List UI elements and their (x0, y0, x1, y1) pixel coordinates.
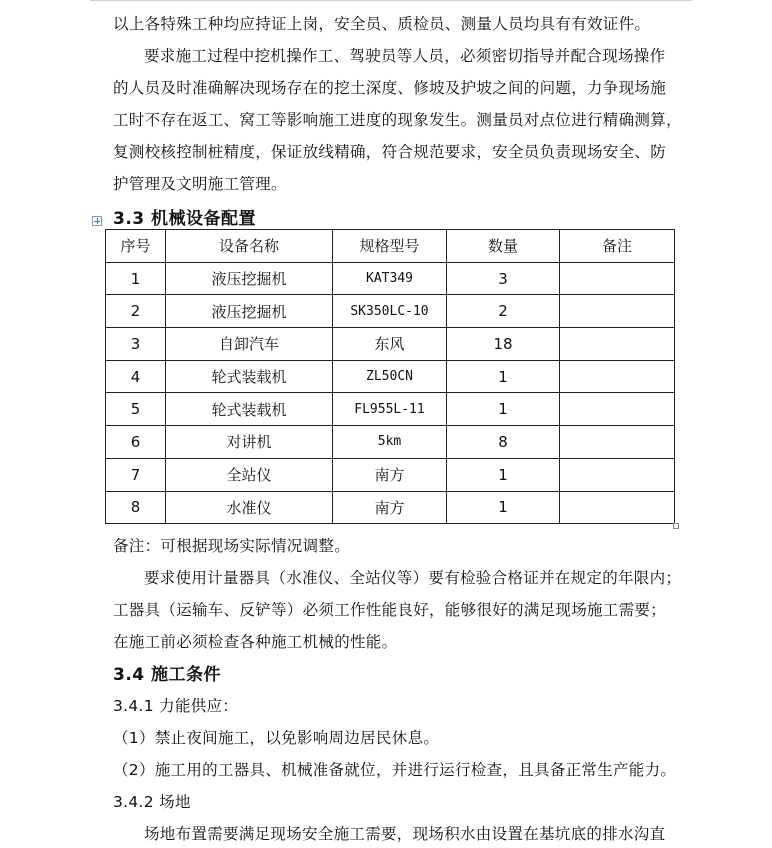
table-cell: 2 (106, 295, 166, 328)
table-cell: 自卸汽车 (166, 328, 333, 361)
table-row (106, 458, 675, 491)
table-cell: 对讲机 (166, 426, 333, 459)
table-cell: 1 (106, 262, 166, 295)
paragraph-line: 要求施工过程中挖机操作工、驾驶员等人员，必须密切指导并配合现场操作 (144, 47, 666, 65)
table-row (106, 328, 675, 361)
section-heading-3-3: 3.3 机械设备配置 (113, 209, 257, 229)
paragraph-line: 工时不存在返工、窝工等影响施工进度的现象发生。测量员对点位进行精确测算， (113, 111, 682, 129)
table-cell: 8 (106, 491, 166, 524)
table-cell (560, 360, 675, 393)
column-header: 规格型号 (333, 230, 447, 263)
table-header-row (106, 230, 675, 263)
table-note: 备注：可根据现场实际情况调整。 (113, 537, 351, 555)
paragraph-line: 工器具（运输车、反铲等）必须工作性能良好，能够很好的满足现场施工需要； (113, 601, 667, 619)
table-cell: 3 (106, 328, 166, 361)
list-item: （2）施工用的工器具、机械准备就位，并进行运行检查，且具备正常生产能力。 (113, 761, 677, 779)
column-header: 设备名称 (166, 230, 333, 263)
table-cell (560, 426, 675, 459)
table-row (106, 393, 675, 426)
subsection-title: 3.4.2 场地 (113, 793, 191, 811)
table-cell: 4 (106, 360, 166, 393)
paragraph-line: 的人员及时准确解决现场存在的挖土深度、修坡及护坡之间的问题，力争现场施 (113, 79, 667, 97)
table-cell: SK350LC-10 (333, 295, 447, 328)
page-top-rule (90, 0, 692, 1)
table-cell (560, 295, 675, 328)
table-row (106, 491, 675, 524)
column-header: 序号 (106, 230, 166, 263)
table-cell: KAT349 (333, 262, 447, 295)
table-row (106, 295, 675, 328)
table-cell: 全站仪 (166, 458, 333, 491)
table-cell: 南方 (333, 491, 447, 524)
table-cell: 7 (106, 458, 166, 491)
paragraph-line: 在施工前必须检查各种施工机械的性能。 (113, 633, 398, 651)
table-cell: 1 (447, 393, 560, 426)
table-row (106, 360, 675, 393)
table-resize-handle-icon[interactable] (673, 523, 679, 529)
table-cell: 1 (447, 491, 560, 524)
table-cell: 3 (447, 262, 560, 295)
table-cell: 8 (447, 426, 560, 459)
table-row (106, 426, 675, 459)
table-cell (560, 458, 675, 491)
table-cell (560, 393, 675, 426)
paragraph-line: 护管理及文明施工管理。 (113, 175, 287, 193)
table-row (106, 262, 675, 295)
column-header: 数量 (447, 230, 560, 263)
list-item: （1）禁止夜间施工，以免影响周边居民休息。 (113, 729, 440, 747)
table-cell: 18 (447, 328, 560, 361)
table-cell: 水准仪 (166, 491, 333, 524)
table-move-handle-icon[interactable] (92, 216, 102, 226)
equipment-table (105, 229, 675, 524)
table-cell (560, 328, 675, 361)
paragraph-line: 要求使用计量器具（水准仪、全站仪等）要有检验合格证并在规定的年限内； (144, 569, 682, 587)
table-cell: 1 (447, 360, 560, 393)
table-cell: 2 (447, 295, 560, 328)
table-cell: 液压挖掘机 (166, 262, 333, 295)
table-cell: 轮式装载机 (166, 393, 333, 426)
table-cell: 轮式装载机 (166, 360, 333, 393)
table-cell: 5km (333, 426, 447, 459)
table-cell: 液压挖掘机 (166, 295, 333, 328)
table-cell (560, 491, 675, 524)
table-cell (560, 262, 675, 295)
table-cell: 南方 (333, 458, 447, 491)
table-cell: 6 (106, 426, 166, 459)
table-cell: 1 (447, 458, 560, 491)
column-header: 备注 (560, 230, 675, 263)
paragraph-line: 以上各特殊工种均应持证上岗，安全员、质检员、测量人员均具有有效证件。 (113, 15, 651, 33)
subsection-title: 3.4.1 力能供应： (113, 697, 239, 715)
table-cell: 5 (106, 393, 166, 426)
paragraph-line: 复测校核控制桩精度，保证放线精确，符合规范要求，安全员负责现场安全、防 (113, 143, 667, 161)
table-cell: 东风 (333, 328, 447, 361)
paragraph-line: 场地布置需要满足现场安全施工需要，现场积水由设置在基坑底的排水沟直 (144, 825, 666, 843)
table-cell: ZL50CN (333, 360, 447, 393)
section-heading-3-4: 3.4 施工条件 (113, 665, 222, 685)
table-cell: FL955L-11 (333, 393, 447, 426)
